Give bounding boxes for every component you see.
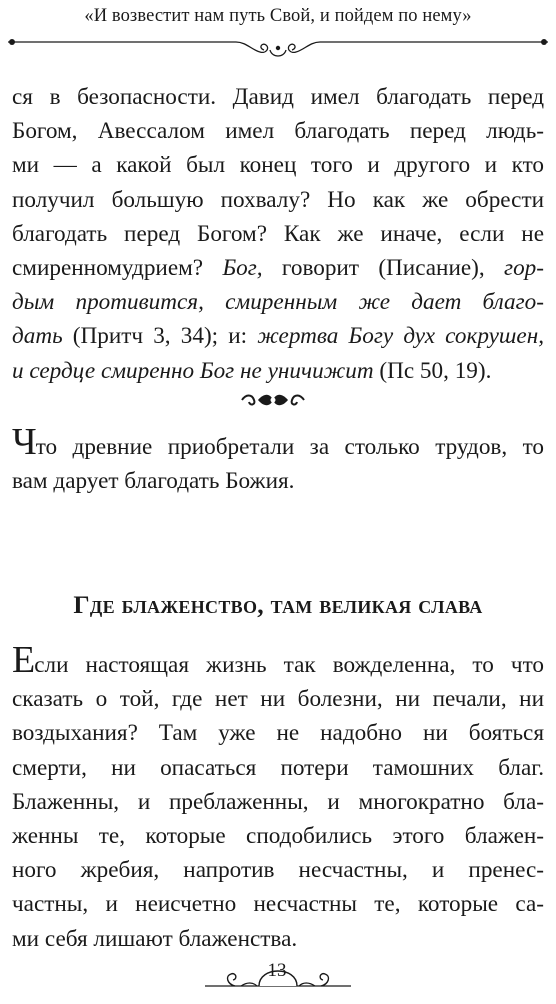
text-line: благодать перед Богом? Как же иначе, если не xyxy=(12,220,544,247)
fleuron-ornament-icon xyxy=(238,390,308,410)
text-line: получил большую похвалу? Но как же обрести xyxy=(12,186,544,213)
text-line: Богом, Авессалом имел благодать перед людь- xyxy=(12,118,544,145)
running-title: «И возвестит нам путь Свой, и пойдем по нему» xyxy=(84,6,472,26)
header-flourish-icon xyxy=(8,30,548,70)
text-line: Если настоящая жизнь так вожделенна, то что xyxy=(12,639,544,681)
text-line: дым противится, смиренным же дает благо- xyxy=(12,289,544,316)
text-line: воздыхания? Там уже не надобно ни бояться xyxy=(12,720,544,747)
text-line: Что древние приобретали за столько трудов, то xyxy=(12,421,544,463)
section-title: Где блаженство, там великая слава xyxy=(73,590,483,619)
text-line: и сердце смиренно Бог не уничижит (Пс 50, 19). xyxy=(12,357,492,384)
text-line: частны, и неисчетно несчастны те, которые са- xyxy=(12,891,544,918)
page-number: 13 xyxy=(267,960,287,981)
drop-cap: Е xyxy=(12,639,35,681)
text-line: дать (Притч 3, 34); и: жертва Богу дух сокрушен, xyxy=(12,323,545,350)
text-line: ного жребия, напротив несчастны, и пренес- xyxy=(12,857,544,884)
text-line: смиренномудрием? Бог, говорит (Писание), гор- xyxy=(12,255,545,282)
text-line: сказать о той, где нет ни болезни, ни печали, ни xyxy=(12,686,544,713)
drop-cap: Ч xyxy=(12,421,36,463)
paragraph-3 xyxy=(12,639,544,956)
paragraph-1 xyxy=(12,80,544,388)
text-line: ся в безопасности. Давид имел благодать перед xyxy=(12,84,544,110)
text-line: женны те, которые сподобились этого блажен- xyxy=(12,823,544,850)
text-line: ми — а какой был конец того и другого и кто xyxy=(12,152,544,179)
paragraph-2 xyxy=(12,421,544,498)
text-line: Блаженны, и преблаженны, и многократно бла- xyxy=(12,788,544,815)
text-line: ми себя лишают блаженства. xyxy=(12,925,298,952)
text-line: вам дарует благодать Божия. xyxy=(12,468,295,495)
text-line: смерти, ни опасаться потери тамошних благ. xyxy=(12,754,544,781)
